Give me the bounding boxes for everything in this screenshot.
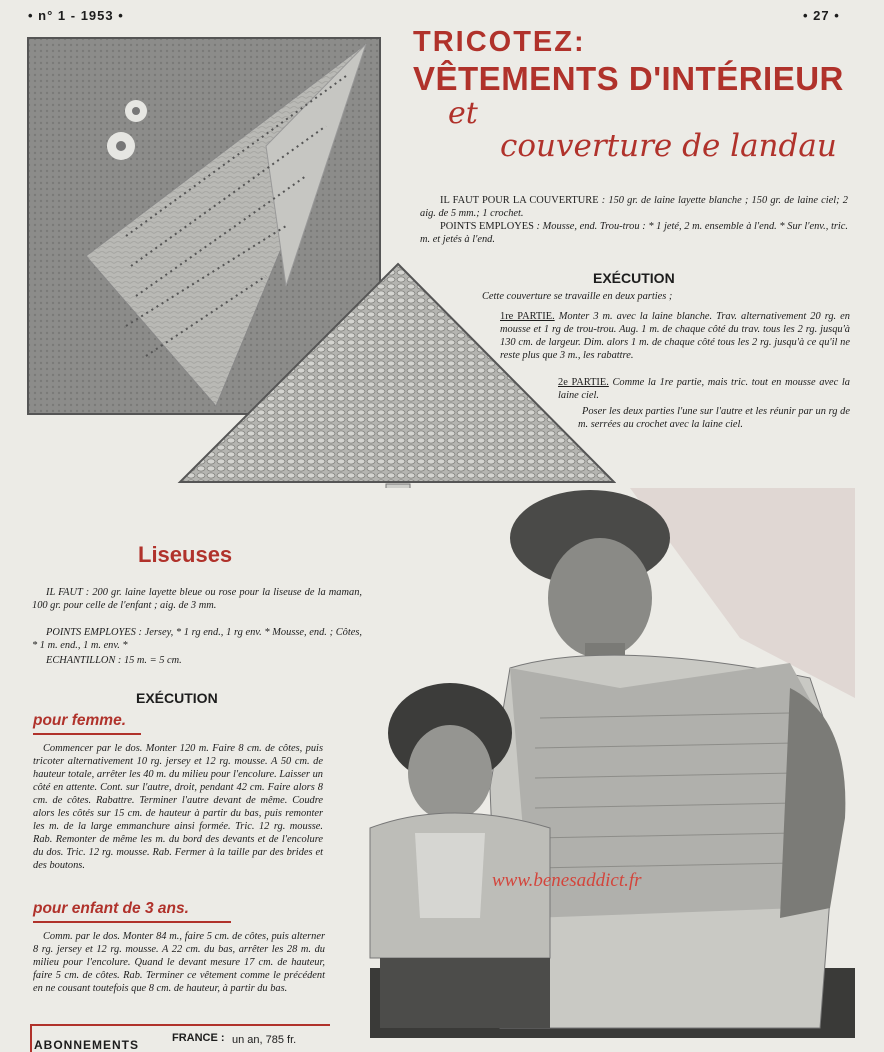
- pour-enfant-underline: [33, 921, 231, 923]
- liseuses-faut: IL FAUT : 200 gr. laine layette bleue ou rose pour la liseuse de la maman, 100 gr. pour celle de l'enfant ; aig. de 3 mm.: [32, 587, 362, 611]
- couverture-intro: Cette couverture se travaille en deux parties ;: [482, 291, 673, 302]
- price-label: un an, 785 fr.: [232, 1034, 297, 1046]
- couverture-points: POINTS EMPLOYES : Mousse, end. Trou-trou : * 1 jeté, 2 m. ensemble à l'end. * Sur l'env., tric. m. et jetés à l'end.: [420, 221, 848, 245]
- pour-femme-title: pour femme.: [33, 712, 127, 729]
- page-number: • 27 •: [803, 8, 840, 23]
- pour-enfant-title: pour enfant de 3 ans.: [33, 900, 189, 917]
- liseuses-echantillon: ECHANTILLON : 15 m. = 5 cm.: [46, 655, 182, 666]
- title-vetements: VÊTEMENTS D'INTÉRIEUR: [413, 60, 844, 97]
- liseuses-execution-title: EXÉCUTION: [136, 690, 218, 706]
- pour-femme-underline: [33, 733, 141, 735]
- website-watermark: www.benesaddict.fr: [492, 870, 642, 891]
- couverture-partie2: 2e PARTIE. Comme la 1re partie, mais tric. tout en mousse avec la laine ciel.: [558, 377, 850, 401]
- couverture-partie3: Poser les deux parties l'une sur l'autre et les réunir par un rg de m. serrées au crochet avec la laine ciel.: [578, 406, 850, 430]
- title-et: et: [448, 96, 478, 131]
- title-tricotez: TRICOTEZ:: [413, 26, 586, 58]
- title-couverture: couverture de landau: [500, 128, 837, 164]
- liseuses-points: POINTS EMPLOYES : Jersey, * 1 rg end., 1 rg env. * Mousse, end. ; Côtes, * 1 m. end., 1 m. env. *: [32, 627, 362, 651]
- mother-child-photo: [350, 488, 855, 1038]
- couverture-execution-title: EXÉCUTION: [593, 270, 675, 286]
- liseuses-title: Liseuses: [138, 542, 233, 567]
- couverture-faut: IL FAUT POUR LA COUVERTURE : 150 gr. de laine layette blanche ; 150 gr. de laine ciel; 2 aig. de 5 mm.; 1 crochet.: [420, 195, 848, 219]
- pour-enfant-text: Comm. par le dos. Monter 84 m., faire 5 cm. de côtes, puis alterner 8 rg. jersey et 12 rg. mousse. A 22 cm. du bas, arrêter les 28 m. du milieu pour l'encolure. Quand le devant mesure 17 cm. de hauteur, faire 5 cm. de côtes. Rab. Terminer ce vêtement comme le précédent en ne cousant toutefois que 8 cm. de hauteur, à partir du bas.: [33, 931, 325, 994]
- pour-femme-text: Commencer par le dos. Monter 120 m. Faire 8 cm. de côtes, puis tricoter alternativement 10 rg. jersey et 12 rg. mousse. A 50 cm. de hauteur totale, arrêter les 40 m. du milieu pour l'encolure. Laisser un côté en attente. Cont. sur l'autre, droit, pendant 42 cm. Faire alors 8 cm. de côtes. Rabattre. Terminer l'autre devant de même. Coudre alors les côtés sur 15 cm. de hauteur à partir du bas, puis remonter les m. de la large emmanchure ainsi formée. Tric. 12 rg. mousse. Rab. Remonter de même les m. du bord des devants et de l'encolure du dos. Tric. 12 rg. mousse. Rab. Fermer à la taille par des brides et des boutons.: [33, 743, 323, 871]
- couverture-partie1: 1re PARTIE. Monter 3 m. avec la laine blanche. Trav. alternativement 20 rg. en mousse et 1 rg de trou-trou. Aug. 1 m. de chaque côté du trav. tous les 2 rg. jusqu'à 130 cm. de largeur. Dim. alors 1 m. de chaque côté tous les 2 rg. jusqu'à ce qu'il ne reste plus que 3 m., les rabattre.: [500, 311, 850, 361]
- issue-number: • n° 1 - 1953 •: [28, 8, 124, 23]
- france-label: FRANCE :: [172, 1032, 225, 1044]
- abonnements-label: ABONNEMENTS: [34, 1038, 140, 1052]
